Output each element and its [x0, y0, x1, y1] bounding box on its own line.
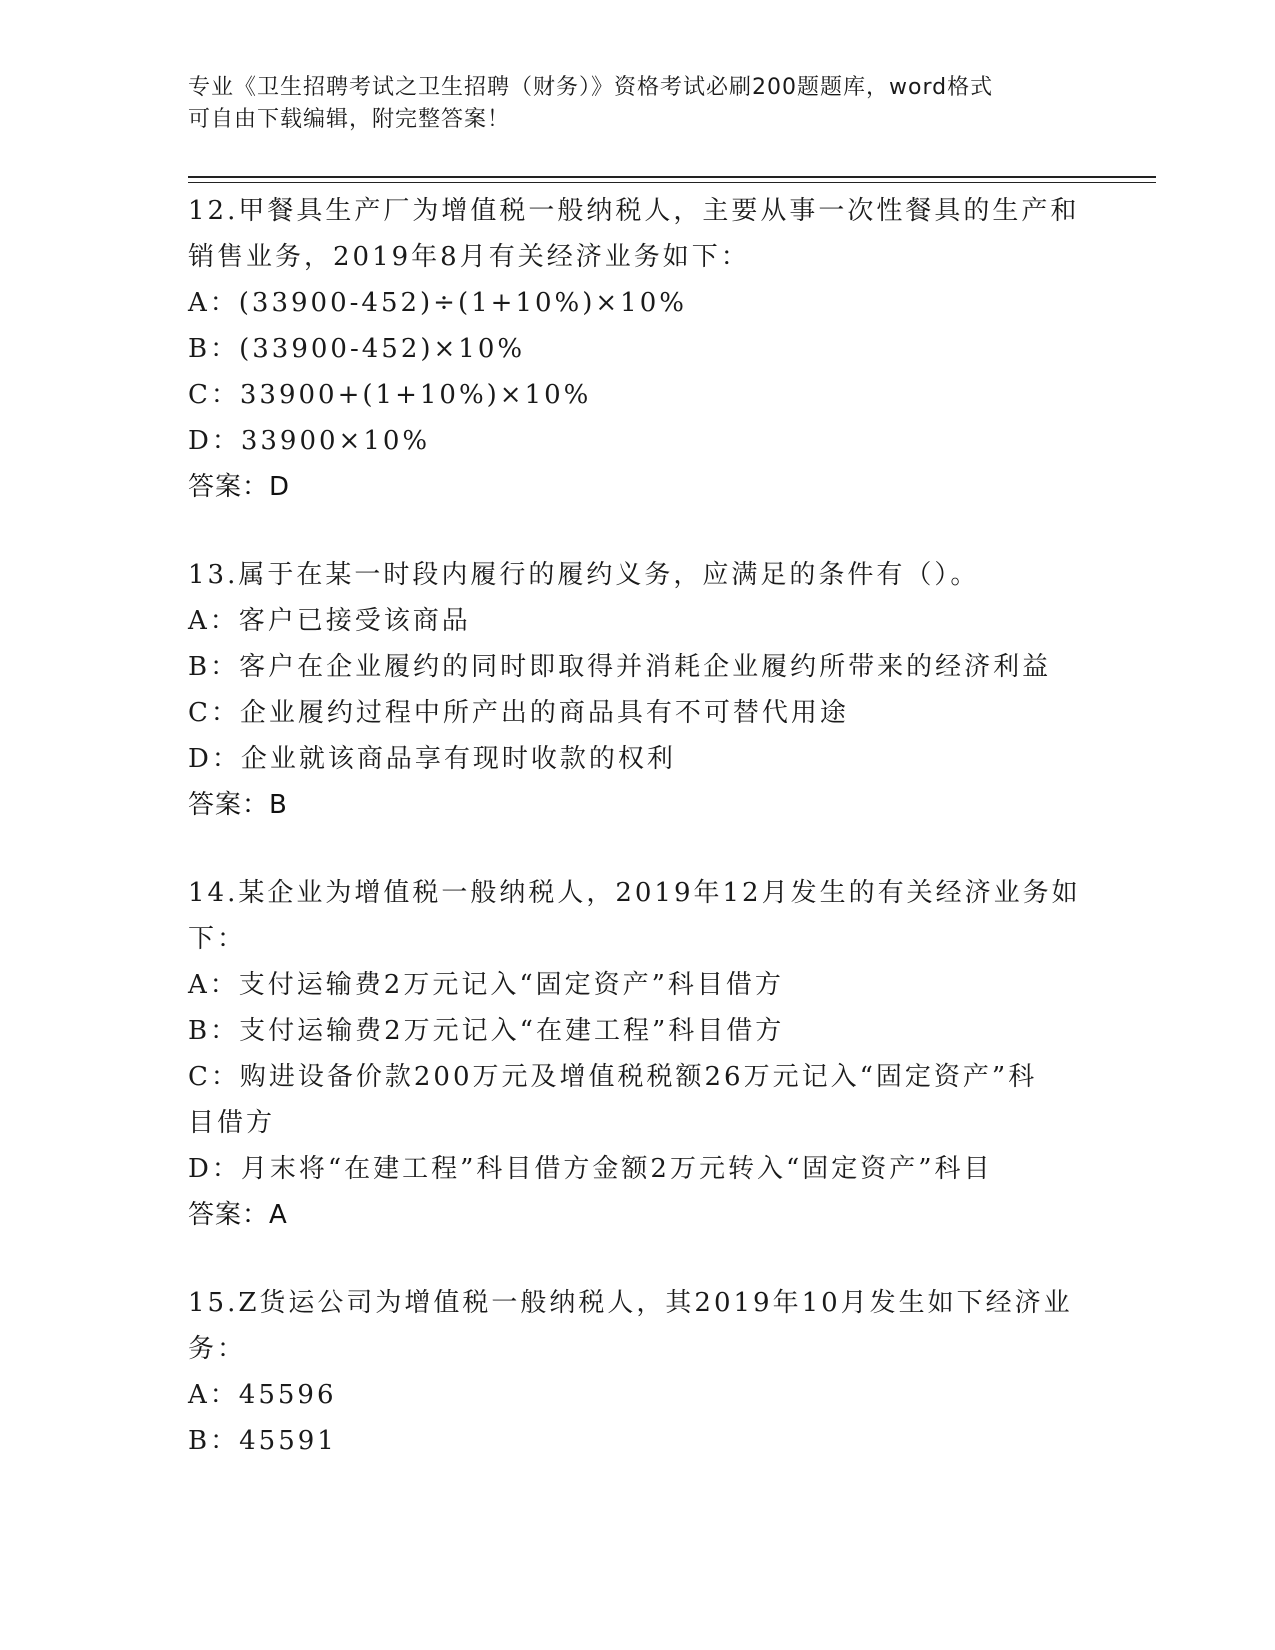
- option-c: C：企业履约过程中所产出的商品具有不可替代用途: [188, 698, 849, 728]
- answer-label: 答案：B: [188, 790, 288, 820]
- header-line-2: 可自由下载编辑，附完整答案！: [188, 107, 511, 132]
- header-divider-thick: [188, 176, 1156, 178]
- option-a: A：客户已接受该商品: [188, 606, 471, 636]
- page-header: [188, 72, 1068, 136]
- option-b: B：客户在企业履约的同时即取得并消耗企业履约所带来的经济利益: [188, 652, 1052, 682]
- option-b: B：支付运输费2万元记入“在建工程”科目借方: [188, 1016, 785, 1046]
- question-stem: 务：: [188, 1334, 247, 1364]
- question-stem: 13.属于在某一时段内履行的履约义务，应满足的条件有（）。: [188, 560, 980, 590]
- option-b: B：(33900-452)×10%: [188, 334, 526, 364]
- question-15: [188, 1280, 1088, 1464]
- option-d: D：企业就该商品享有现时收款的权利: [188, 744, 676, 774]
- option-d: D：33900×10%: [188, 426, 431, 456]
- question-stem: 14.某企业为增值税一般纳税人，2019年12月发生的有关经济业务如: [188, 878, 1081, 908]
- question-stem: 12.甲餐具生产厂为增值税一般纳税人，主要从事一次性餐具的生产和: [188, 196, 1080, 226]
- question-14: [188, 870, 1088, 1238]
- option-b: B：45591: [188, 1426, 337, 1456]
- question-12: [188, 188, 1088, 510]
- answer-label: 答案：D: [188, 472, 291, 502]
- question-stem: 销售业务，2019年8月有关经济业务如下：: [188, 242, 750, 272]
- option-a: A：支付运输费2万元记入“固定资产”科目借方: [188, 970, 784, 1000]
- header-divider-thin: [188, 182, 1156, 183]
- option-c-continued: 目借方: [188, 1108, 276, 1138]
- option-d: D：月末将“在建工程”科目借方金额2万元转入“固定资产”科目: [188, 1154, 993, 1184]
- option-a: A：45596: [188, 1380, 337, 1410]
- header-line-1: 专业《卫生招聘考试之卫生招聘（财务）》资格考试必刷200题题库，word格式: [188, 75, 994, 100]
- option-c: C：33900+(1+10%)×10%: [188, 380, 592, 410]
- question-13: [188, 552, 1088, 828]
- question-stem: 15.Z货运公司为增值税一般纳税人，其2019年10月发生如下经济业: [188, 1288, 1073, 1318]
- option-c: C：购进设备价款200万元及增值税税额26万元记入“固定资产”科: [188, 1062, 1038, 1092]
- option-a: A：(33900-452)÷(1+10%)×10%: [188, 288, 687, 318]
- question-stem: 下：: [188, 924, 247, 954]
- answer-label: 答案：A: [188, 1200, 288, 1230]
- question-list: [188, 188, 1088, 1464]
